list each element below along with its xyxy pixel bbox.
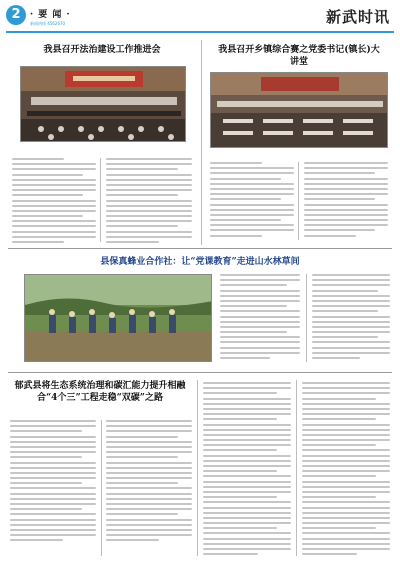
article-body bbox=[220, 274, 300, 362]
article-body-col2 bbox=[304, 162, 388, 240]
cooperative-photo-graphic bbox=[25, 275, 212, 362]
meeting-photo-graphic bbox=[21, 67, 186, 142]
article-law-meeting bbox=[8, 40, 196, 245]
column-rule bbox=[197, 380, 198, 556]
section-divider bbox=[8, 248, 392, 249]
article-carbon-sink bbox=[8, 376, 392, 562]
article-party-lecture bbox=[206, 40, 392, 245]
article-title: 我县召开法治建设工作推进会 bbox=[43, 45, 161, 55]
article-title: 县保真蜂业合作社：让“党课教育”走进山水林草间 bbox=[100, 257, 300, 267]
lecture-photo-graphic bbox=[211, 73, 388, 148]
article-body bbox=[12, 158, 96, 246]
article-body-col2 bbox=[106, 158, 192, 246]
newspaper-brand: 新武时讯 bbox=[325, 8, 390, 26]
article-body bbox=[10, 420, 96, 545]
article-title: 我县召开乡镇综合赛之党委书记(镇长)大讲堂 bbox=[218, 45, 380, 67]
article-body-col2 bbox=[106, 420, 192, 545]
article-body-col2 bbox=[312, 274, 390, 362]
column-rule bbox=[296, 380, 297, 556]
page-number-badge: 2 bbox=[6, 5, 26, 25]
section-title: · 要 闻 · bbox=[30, 10, 71, 20]
cooperative-photo bbox=[24, 274, 212, 362]
lecture-photo bbox=[210, 72, 388, 148]
page-vertical-rule bbox=[201, 40, 202, 245]
section-divider bbox=[8, 372, 392, 373]
column-rule bbox=[101, 420, 102, 556]
article-body-col3 bbox=[203, 382, 291, 558]
masthead bbox=[0, 0, 400, 34]
article-bee-cooperative bbox=[8, 252, 392, 370]
issue-line: 新闻热线 4562670 bbox=[30, 21, 66, 26]
masthead-rule bbox=[6, 31, 394, 33]
article-body bbox=[210, 162, 294, 240]
article-body-col4 bbox=[302, 382, 390, 558]
article-title: 郁武县将生态系统治理和碳汇能力提升相融合“4个三”工程走稳“双碳”之路 bbox=[14, 381, 186, 403]
column-rule bbox=[306, 274, 307, 362]
meeting-photo bbox=[20, 66, 186, 142]
column-rule bbox=[298, 162, 299, 240]
column-rule bbox=[100, 158, 101, 242]
